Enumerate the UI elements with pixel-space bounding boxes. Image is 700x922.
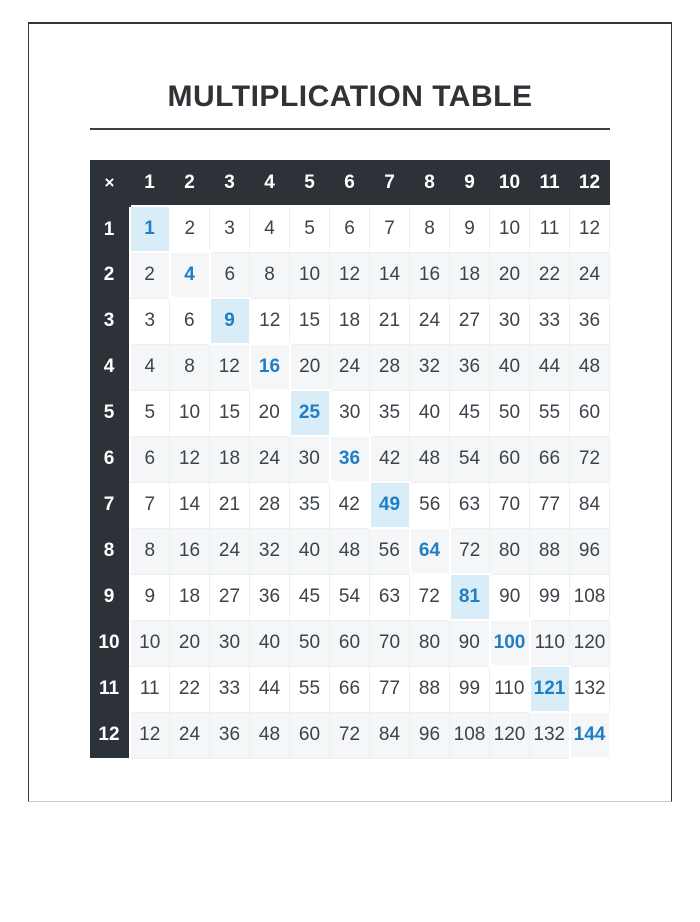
multiplication-table <box>90 160 611 759</box>
table-row <box>90 482 610 528</box>
product-cell: 55 <box>290 666 330 712</box>
row-header: 6 <box>90 436 130 482</box>
product-cell: 5 <box>290 206 330 252</box>
product-cell: 21 <box>370 298 410 344</box>
product-cell: 6 <box>130 436 170 482</box>
table-row <box>90 298 610 344</box>
product-cell: 50 <box>490 390 530 436</box>
row-header: 9 <box>90 574 130 620</box>
product-cell: 44 <box>250 666 290 712</box>
product-cell: 24 <box>570 252 610 298</box>
product-cell: 6 <box>330 206 370 252</box>
product-cell: 12 <box>330 252 370 298</box>
product-cell: 20 <box>170 620 210 666</box>
column-header: 12 <box>570 160 610 206</box>
product-cell: 110 <box>530 620 570 666</box>
product-cell: 32 <box>410 344 450 390</box>
product-cell: 84 <box>570 482 610 528</box>
column-header: 3 <box>210 160 250 206</box>
product-cell: 99 <box>530 574 570 620</box>
product-cell: 60 <box>330 620 370 666</box>
product-cell: 5 <box>130 390 170 436</box>
product-cell: 12 <box>170 436 210 482</box>
product-cell: 77 <box>530 482 570 528</box>
square-product-cell: 16 <box>250 344 290 390</box>
product-cell: 35 <box>370 390 410 436</box>
row-header: 3 <box>90 298 130 344</box>
product-cell: 36 <box>450 344 490 390</box>
product-cell: 16 <box>170 528 210 574</box>
product-cell: 10 <box>130 620 170 666</box>
product-cell: 60 <box>570 390 610 436</box>
product-cell: 72 <box>410 574 450 620</box>
product-cell: 48 <box>570 344 610 390</box>
product-cell: 36 <box>570 298 610 344</box>
product-cell: 88 <box>530 528 570 574</box>
product-cell: 8 <box>170 344 210 390</box>
product-cell: 8 <box>410 206 450 252</box>
product-cell: 33 <box>210 666 250 712</box>
product-cell: 88 <box>410 666 450 712</box>
product-cell: 32 <box>250 528 290 574</box>
product-cell: 24 <box>410 298 450 344</box>
product-cell: 40 <box>410 390 450 436</box>
product-cell: 132 <box>530 712 570 758</box>
product-cell: 54 <box>450 436 490 482</box>
column-header: 6 <box>330 160 370 206</box>
column-header: 7 <box>370 160 410 206</box>
product-cell: 56 <box>410 482 450 528</box>
row-header: 4 <box>90 344 130 390</box>
product-cell: 18 <box>330 298 370 344</box>
row-header: 2 <box>90 252 130 298</box>
product-cell: 11 <box>130 666 170 712</box>
product-cell: 11 <box>530 206 570 252</box>
product-cell: 40 <box>490 344 530 390</box>
product-cell: 14 <box>170 482 210 528</box>
product-cell: 9 <box>450 206 490 252</box>
product-cell: 90 <box>490 574 530 620</box>
product-cell: 72 <box>570 436 610 482</box>
product-cell: 33 <box>530 298 570 344</box>
product-cell: 22 <box>530 252 570 298</box>
table-row <box>90 390 610 436</box>
square-product-cell: 49 <box>370 482 410 528</box>
product-cell: 9 <box>130 574 170 620</box>
product-cell: 63 <box>370 574 410 620</box>
square-product-cell: 4 <box>170 252 210 298</box>
product-cell: 42 <box>370 436 410 482</box>
product-cell: 120 <box>570 620 610 666</box>
product-cell: 35 <box>290 482 330 528</box>
product-cell: 99 <box>450 666 490 712</box>
product-cell: 48 <box>250 712 290 758</box>
product-cell: 45 <box>290 574 330 620</box>
product-cell: 20 <box>290 344 330 390</box>
title-underline <box>90 128 610 130</box>
table-row <box>90 344 610 390</box>
square-product-cell: 100 <box>490 620 530 666</box>
product-cell: 24 <box>170 712 210 758</box>
product-cell: 77 <box>370 666 410 712</box>
product-cell: 24 <box>250 436 290 482</box>
product-cell: 12 <box>130 712 170 758</box>
product-cell: 108 <box>450 712 490 758</box>
product-cell: 70 <box>370 620 410 666</box>
product-cell: 60 <box>290 712 330 758</box>
corner-multiply-cell: × <box>90 160 130 206</box>
product-cell: 16 <box>410 252 450 298</box>
column-header: 2 <box>170 160 210 206</box>
table-row <box>90 574 610 620</box>
product-cell: 96 <box>570 528 610 574</box>
row-header: 1 <box>90 206 130 252</box>
column-header: 4 <box>250 160 290 206</box>
page-title: MULTIPLICATION TABLE <box>167 80 533 113</box>
product-cell: 50 <box>290 620 330 666</box>
product-cell: 132 <box>570 666 610 712</box>
square-product-cell: 36 <box>330 436 370 482</box>
product-cell: 18 <box>210 436 250 482</box>
table-row <box>90 252 610 298</box>
product-cell: 48 <box>330 528 370 574</box>
product-cell: 45 <box>450 390 490 436</box>
product-cell: 48 <box>410 436 450 482</box>
square-product-cell: 144 <box>570 712 610 758</box>
product-cell: 63 <box>450 482 490 528</box>
product-cell: 30 <box>210 620 250 666</box>
product-cell: 22 <box>170 666 210 712</box>
document-page <box>28 22 672 802</box>
row-header: 5 <box>90 390 130 436</box>
product-cell: 27 <box>210 574 250 620</box>
product-cell: 72 <box>450 528 490 574</box>
square-product-cell: 1 <box>130 206 170 252</box>
square-product-cell: 81 <box>450 574 490 620</box>
product-cell: 28 <box>250 482 290 528</box>
product-cell: 108 <box>570 574 610 620</box>
product-cell: 21 <box>210 482 250 528</box>
product-cell: 27 <box>450 298 490 344</box>
product-cell: 8 <box>250 252 290 298</box>
table-row <box>90 712 610 758</box>
square-product-cell: 121 <box>530 666 570 712</box>
product-cell: 12 <box>250 298 290 344</box>
product-cell: 44 <box>530 344 570 390</box>
product-cell: 24 <box>210 528 250 574</box>
product-cell: 10 <box>290 252 330 298</box>
product-cell: 42 <box>330 482 370 528</box>
product-cell: 3 <box>210 206 250 252</box>
square-product-cell: 9 <box>210 298 250 344</box>
table-row <box>90 666 610 712</box>
product-cell: 84 <box>370 712 410 758</box>
product-cell: 4 <box>130 344 170 390</box>
product-cell: 28 <box>370 344 410 390</box>
row-header: 7 <box>90 482 130 528</box>
table-row <box>90 620 610 666</box>
column-header: 1 <box>130 160 170 206</box>
column-header: 11 <box>530 160 570 206</box>
product-cell: 40 <box>290 528 330 574</box>
product-cell: 66 <box>330 666 370 712</box>
product-cell: 6 <box>170 298 210 344</box>
column-header: 8 <box>410 160 450 206</box>
product-cell: 2 <box>130 252 170 298</box>
table-row <box>90 528 610 574</box>
product-cell: 24 <box>330 344 370 390</box>
product-cell: 30 <box>490 298 530 344</box>
product-cell: 56 <box>370 528 410 574</box>
column-header: 10 <box>490 160 530 206</box>
product-cell: 12 <box>570 206 610 252</box>
product-cell: 120 <box>490 712 530 758</box>
product-cell: 66 <box>530 436 570 482</box>
product-cell: 90 <box>450 620 490 666</box>
product-cell: 10 <box>490 206 530 252</box>
product-cell: 15 <box>290 298 330 344</box>
column-header: 9 <box>450 160 490 206</box>
product-cell: 110 <box>490 666 530 712</box>
product-cell: 20 <box>250 390 290 436</box>
row-header: 10 <box>90 620 130 666</box>
product-cell: 36 <box>210 712 250 758</box>
product-cell: 72 <box>330 712 370 758</box>
table-row <box>90 206 610 252</box>
product-cell: 96 <box>410 712 450 758</box>
product-cell: 70 <box>490 482 530 528</box>
product-cell: 60 <box>490 436 530 482</box>
product-cell: 2 <box>170 206 210 252</box>
product-cell: 4 <box>250 206 290 252</box>
product-cell: 18 <box>170 574 210 620</box>
product-cell: 3 <box>130 298 170 344</box>
product-cell: 40 <box>250 620 290 666</box>
product-cell: 10 <box>170 390 210 436</box>
product-cell: 7 <box>130 482 170 528</box>
product-cell: 80 <box>410 620 450 666</box>
row-header: 8 <box>90 528 130 574</box>
product-cell: 15 <box>210 390 250 436</box>
square-product-cell: 25 <box>290 390 330 436</box>
row-header: 12 <box>90 712 130 758</box>
square-product-cell: 64 <box>410 528 450 574</box>
product-cell: 14 <box>370 252 410 298</box>
table-row <box>90 436 610 482</box>
product-cell: 7 <box>370 206 410 252</box>
product-cell: 80 <box>490 528 530 574</box>
product-cell: 36 <box>250 574 290 620</box>
product-cell: 18 <box>450 252 490 298</box>
column-header: 5 <box>290 160 330 206</box>
row-header: 11 <box>90 666 130 712</box>
product-cell: 6 <box>210 252 250 298</box>
product-cell: 55 <box>530 390 570 436</box>
product-cell: 54 <box>330 574 370 620</box>
product-cell: 30 <box>330 390 370 436</box>
product-cell: 20 <box>490 252 530 298</box>
product-cell: 12 <box>210 344 250 390</box>
product-cell: 8 <box>130 528 170 574</box>
product-cell: 30 <box>290 436 330 482</box>
